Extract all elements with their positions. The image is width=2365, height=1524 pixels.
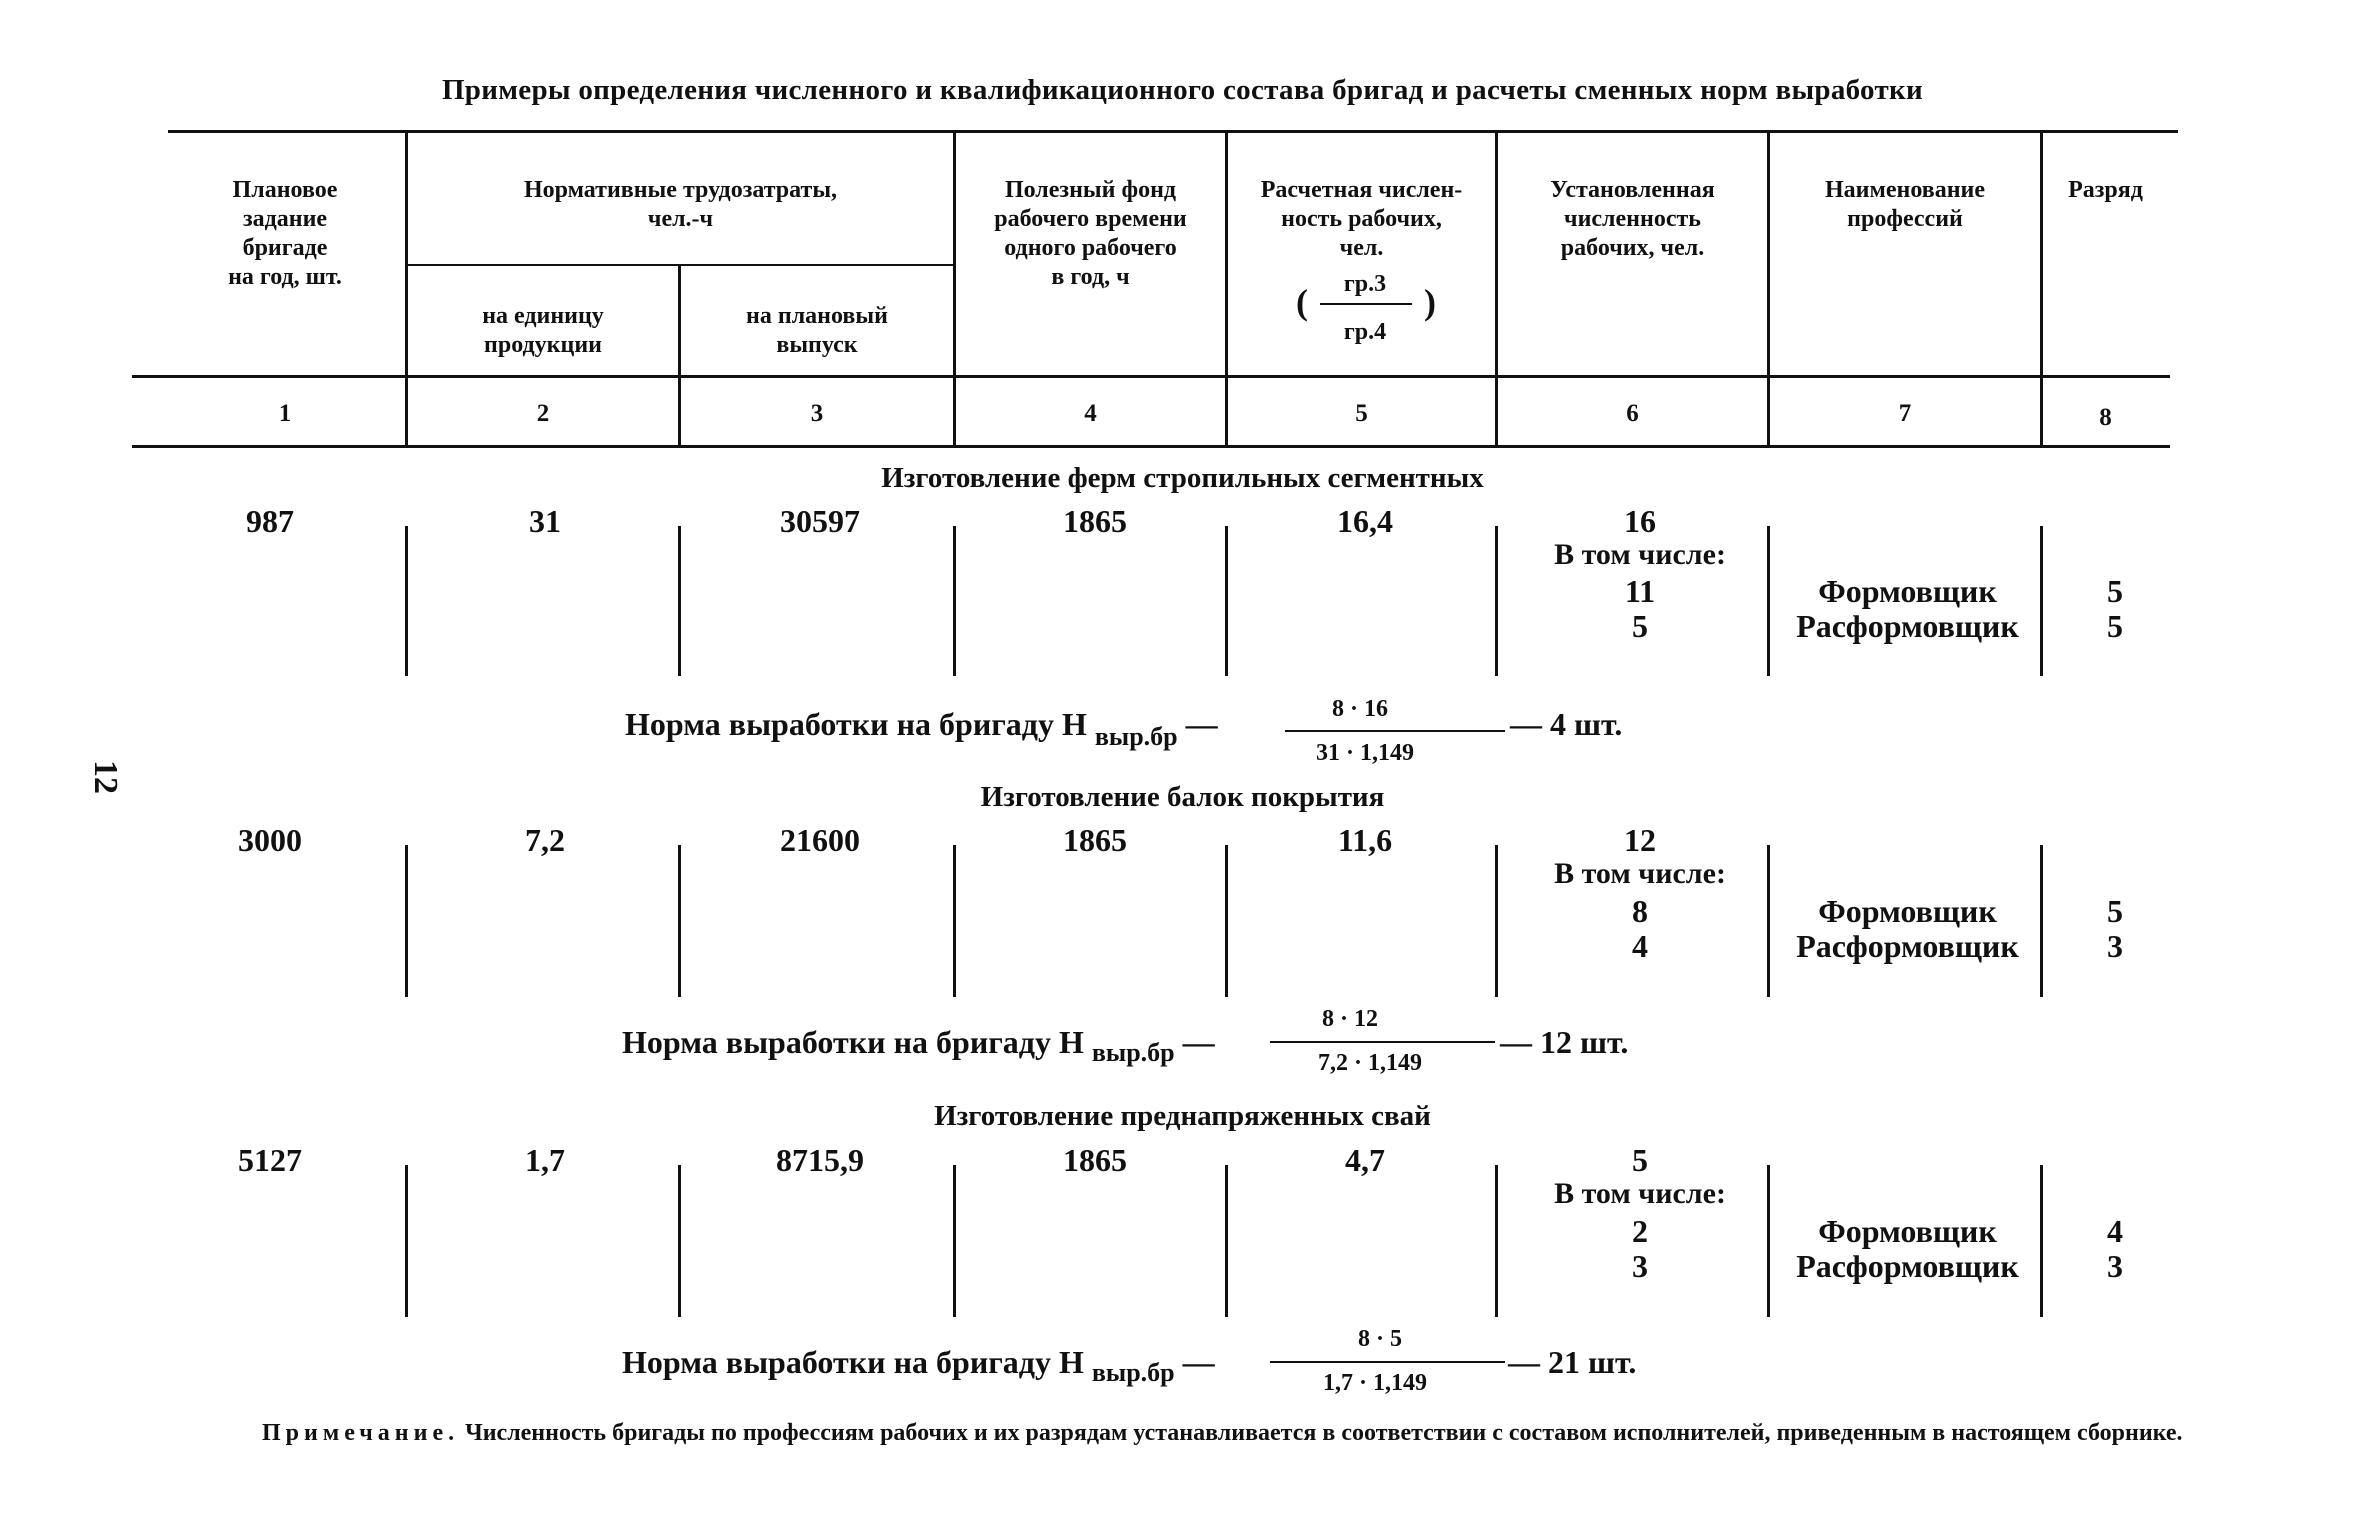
cell-labor-total: 21600 (780, 822, 860, 858)
cell-count: 2 (1632, 1213, 1648, 1249)
col-numbers-rule (132, 445, 2170, 448)
footnote-text: Численность бригады по профессиям рабочих и их разрядам устанавливается в соответствии с составом исполнителей, приведенным в настоящем сборнике. (465, 1420, 2183, 1446)
header-col6 (1498, 176, 1767, 263)
col-number-7: 7 (1898, 400, 1912, 427)
cell-count: 5 (1632, 608, 1648, 644)
body-vline (405, 845, 408, 997)
cell-grade: 5 (2107, 893, 2123, 929)
cell-count: 11 (1624, 573, 1656, 609)
header-col7 (1770, 176, 2040, 234)
header-bottom-rule (132, 375, 2170, 378)
body-vline (1225, 1165, 1228, 1317)
cell-calc: 11,6 (1337, 822, 1393, 858)
body-vline (1767, 1165, 1770, 1317)
norm-denominator: 31 · 1,149 (1315, 740, 1414, 766)
col-number-3: 3 (810, 400, 824, 427)
header-col23-group (408, 176, 953, 234)
body-vline (1495, 526, 1498, 676)
hdr-line: Плановое (232, 177, 338, 203)
col-number-6: 6 (1626, 400, 1639, 427)
hdr-line: рабочих, чел. (1560, 235, 1705, 261)
cell-calc: 16,4 (1337, 503, 1393, 539)
cell-profession: Формовщик (1818, 573, 1997, 609)
norm-result: — 12 шт. (1500, 1024, 1629, 1060)
hdr-line: чел.-ч (647, 206, 714, 232)
cell-grade: 5 (2107, 573, 2123, 609)
norm-result: — 21 шт. (1508, 1344, 1637, 1380)
cell-profession: Формовщик (1818, 1213, 1997, 1249)
col-number-4: 4 (1084, 400, 1097, 427)
hdr-line: в год, ч (1051, 264, 1130, 290)
hdr-line: профессий (1847, 206, 1963, 232)
cell-incl: В том числе: (1554, 857, 1726, 890)
cell-labor-total: 8715,9 (776, 1142, 864, 1178)
header-col5-formula-den: гр.4 (1343, 319, 1387, 345)
header-col8 (2043, 176, 2168, 205)
hdr-line: ность рабочих, (1281, 206, 1442, 232)
norm-denominator: 1,7 · 1,149 (1322, 1370, 1427, 1396)
norm-label-text: Норма выработки на бригаду Н (625, 706, 1087, 742)
cell-labor-unit: 31 (529, 503, 561, 539)
body-vline (678, 526, 681, 676)
norm-result: — 4 шт. (1510, 706, 1623, 742)
norm-subscript: выр.бр (1094, 722, 1178, 751)
hdr-line: бригаде (242, 235, 328, 261)
norm-result-value: 21 шт. (1548, 1344, 1637, 1380)
cell-fund: 1865 (1063, 1142, 1127, 1178)
formula-paren-left: ( (1296, 282, 1308, 322)
header-col5 (1228, 176, 1495, 263)
cell-plan: 5127 (238, 1142, 302, 1178)
header-col1 (170, 176, 400, 292)
body-vline (1495, 845, 1498, 997)
body-vline (405, 1165, 408, 1317)
hdr-line: рабочего времени (994, 206, 1187, 232)
hdr-line: на плановый (746, 303, 888, 329)
hdr-line: Нормативные трудозатраты, (523, 177, 838, 203)
cell-grade: 3 (2107, 928, 2123, 964)
col-number-2: 2 (536, 400, 550, 427)
cell-profession: Формовщик (1818, 893, 1997, 929)
body-vline (1225, 526, 1228, 676)
header-col3 (681, 302, 953, 360)
header-top-rule (168, 130, 2178, 133)
body-vline (2040, 1165, 2043, 1317)
body-vline (678, 1165, 681, 1317)
norm-numerator: 8 · 5 (1357, 1326, 1402, 1352)
section-title: Изготовление ферм стропильных сегментных (881, 462, 1484, 494)
page-number: 12 (87, 760, 124, 794)
cell-grade: 5 (2107, 608, 2123, 644)
hdr-line: Полезный фонд (1004, 177, 1177, 203)
hdr-line: Разряд (2068, 177, 2143, 203)
hdr-line: Наименование (1825, 177, 1985, 203)
header-sub-rule (407, 264, 955, 266)
cell-incl: В том числе: (1554, 1177, 1726, 1210)
body-vline (953, 526, 956, 676)
cell-profession: Расформовщик (1796, 608, 2019, 644)
col-number-1: 1 (278, 400, 292, 427)
hdr-line: Установленная (1550, 177, 1715, 203)
body-vline (678, 845, 681, 997)
norm-label: Норма выработки на бригаду Н $_{выр.бр}$ — (625, 706, 1218, 751)
footnote (262, 1418, 2262, 1449)
header-col2 (408, 302, 678, 360)
norm-result-value: 12 шт. (1540, 1024, 1629, 1060)
section-title: Изготовление балок покрытия (980, 781, 1385, 813)
norm-subscript: выр.бр (1091, 1038, 1175, 1067)
norm-numerator: 8 · 12 (1321, 1006, 1378, 1032)
hdr-line: численность (1564, 206, 1701, 232)
cell-fund: 1865 (1063, 822, 1127, 858)
cell-profession: Расформовщик (1796, 928, 2019, 964)
cell-plan: 3000 (238, 822, 302, 858)
header-col5-formula-num: гр.3 (1343, 271, 1387, 297)
norm-numerator: 8 · 16 (1331, 696, 1388, 722)
col-number-5: 5 (1355, 400, 1368, 427)
cell-calc: 4,7 (1345, 1142, 1385, 1178)
col-number-8: 8 (2099, 404, 2112, 431)
cell-labor-unit: 7,2 (525, 822, 565, 858)
cell-established: 5 (1632, 1142, 1648, 1178)
norm-subscript: выр.бр (1091, 1358, 1175, 1387)
footnote-label: Примечание. (262, 1420, 460, 1446)
cell-labor-unit: 1,7 (525, 1142, 565, 1178)
hdr-line: продукции (484, 332, 602, 358)
cell-plan: 987 (246, 503, 294, 539)
body-vline (953, 1165, 956, 1317)
body-vline (2040, 845, 2043, 997)
hdr-line: одного рабочего (1004, 235, 1177, 261)
formula-paren-right: ) (1424, 282, 1436, 322)
hdr-line: выпуск (776, 332, 858, 358)
hdr-line: чел. (1339, 235, 1384, 261)
body-vline (1495, 1165, 1498, 1317)
body-vline (1767, 845, 1770, 997)
cell-count: 4 (1632, 928, 1648, 964)
cell-labor-total: 30597 (780, 503, 860, 539)
hdr-line: на год, шт. (228, 264, 342, 290)
norm-fraction-bar (1270, 1041, 1495, 1043)
norm-label-text: Норма выработки на бригаду Н (622, 1024, 1084, 1060)
cell-count: 3 (1632, 1248, 1648, 1284)
cell-profession: Расформовщик (1796, 1248, 2019, 1284)
norm-label-text: Норма выработки на бригаду Н (622, 1344, 1084, 1380)
hdr-line: Расчетная числен- (1260, 177, 1463, 203)
cell-established: 16 (1624, 503, 1656, 539)
norm-denominator: 7,2 · 1,149 (1317, 1050, 1422, 1076)
cell-count: 8 (1632, 893, 1648, 929)
header-col5-formula-bar (1320, 303, 1412, 305)
norm-fraction-bar (1285, 730, 1505, 732)
body-vline (405, 526, 408, 676)
norm-fraction-bar (1270, 1361, 1505, 1363)
body-vline (1225, 845, 1228, 997)
cell-fund: 1865 (1063, 503, 1127, 539)
hdr-line: на единицу (482, 303, 604, 329)
cell-established: 12 (1624, 822, 1656, 858)
cell-incl: В том числе: (1554, 538, 1726, 571)
page-title: Примеры определения численного и квалификационного состава бригад и расчеты сменных норм выработки (441, 74, 1924, 106)
body-vline (2040, 526, 2043, 676)
cell-grade: 4 (2107, 1213, 2123, 1249)
section-title: Изготовление преднапряженных свай (934, 1100, 1431, 1132)
norm-label: Норма выработки на бригаду Н $_{выр.бр}$ — (622, 1344, 1215, 1387)
norm-result-value: 4 шт. (1550, 706, 1623, 742)
norm-label: Норма выработки на бригаду Н $_{выр.бр}$ — (622, 1024, 1215, 1067)
hdr-line: задание (242, 206, 328, 232)
body-vline (1767, 526, 1770, 676)
cell-grade: 3 (2107, 1248, 2123, 1284)
body-vline (953, 845, 956, 997)
header-col4 (956, 176, 1225, 292)
